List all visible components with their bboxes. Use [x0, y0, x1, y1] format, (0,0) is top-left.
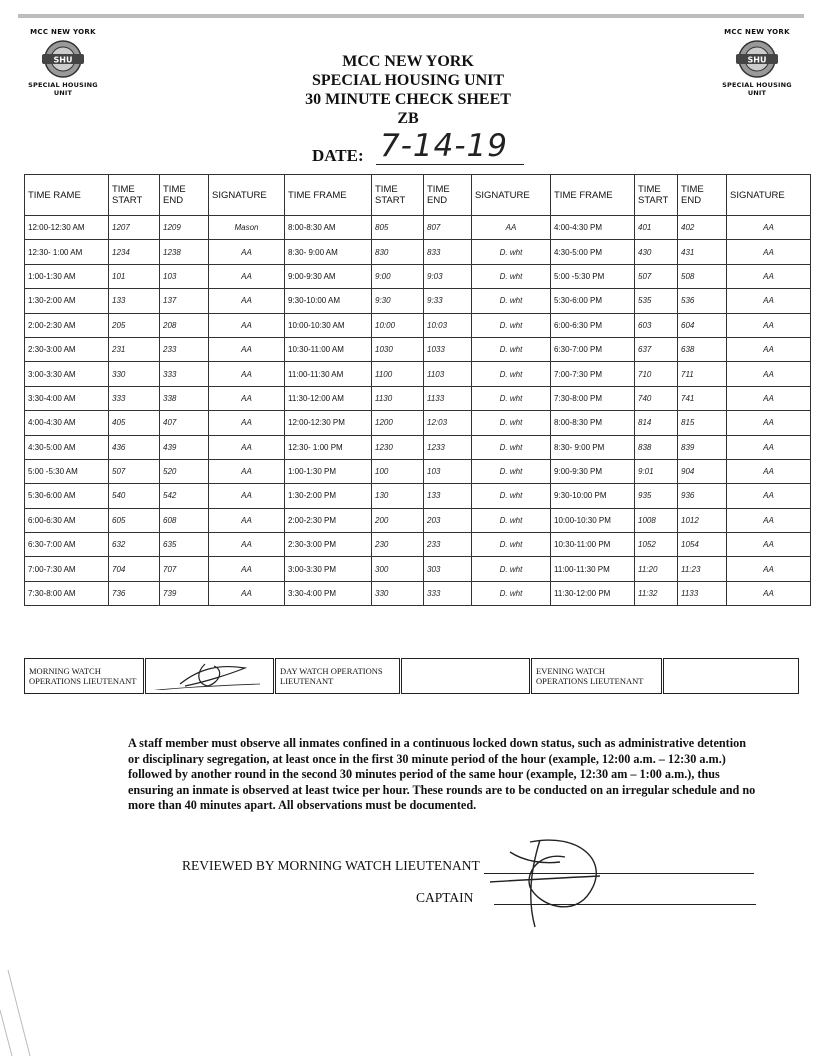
signature-cell: AA [472, 216, 551, 240]
logo-top-text: MCC NEW YORK [724, 28, 790, 36]
time-end-cell: 9:03 [424, 264, 472, 288]
date-field [312, 128, 532, 168]
time-end-cell: 233 [424, 533, 472, 557]
time-start-cell: 130 [372, 484, 424, 508]
time-start-cell: 632 [109, 533, 160, 557]
time-end-cell: 11:23 [678, 557, 727, 581]
time-frame-cell: 3:30-4:00 PM [285, 581, 372, 605]
signature-cell: D. wht [472, 240, 551, 264]
top-rule [18, 14, 804, 18]
time-frame-cell: 10:30-11:00 AM [285, 337, 372, 361]
table-row [25, 386, 811, 410]
page-title [250, 52, 566, 128]
signature-cell: D. wht [472, 411, 551, 435]
time-end-cell: 1054 [678, 533, 727, 557]
time-frame-cell: 1:00-1:30 PM [285, 459, 372, 483]
signature-cell: AA [727, 337, 811, 361]
time-start-cell: 605 [109, 508, 160, 532]
time-start-cell: 1230 [372, 435, 424, 459]
signature-cell: AA [209, 508, 285, 532]
time-frame-cell: 9:00-9:30 PM [551, 459, 635, 483]
header-time-start: TIME START [635, 175, 678, 216]
time-end-cell: 407 [160, 411, 209, 435]
signature-cell: AA [209, 240, 285, 264]
time-frame-cell: 12:00-12:30 PM [285, 411, 372, 435]
table-row [25, 337, 811, 361]
signature-cell: AA [209, 557, 285, 581]
time-end-cell: 1133 [424, 386, 472, 410]
time-start-cell: 101 [109, 264, 160, 288]
time-frame-cell: 2:00-2:30 PM [285, 508, 372, 532]
time-end-cell: 520 [160, 459, 209, 483]
time-end-cell: 904 [678, 459, 727, 483]
time-start-cell: 133 [109, 289, 160, 313]
time-end-cell: 9:33 [424, 289, 472, 313]
time-frame-cell: 6:00-6:30 AM [25, 508, 109, 532]
time-start-cell: 230 [372, 533, 424, 557]
signature-cell: AA [209, 313, 285, 337]
table-row [25, 411, 811, 435]
signature-cell: D. wht [472, 337, 551, 361]
time-frame-cell: 9:30-10:00 AM [285, 289, 372, 313]
table-row [25, 459, 811, 483]
time-frame-cell: 6:30-7:00 PM [551, 337, 635, 361]
time-frame-cell: 4:30-5:00 PM [551, 240, 635, 264]
time-start-cell: 11:20 [635, 557, 678, 581]
signature-cell: AA [727, 240, 811, 264]
time-end-cell: 1133 [678, 581, 727, 605]
instructions-paragraph: A staff member must observe all inmates confined in a continuous locked down status, such as administrative detention or disciplinary segregation, at least once in the first 30 minute period of the hour (example, 12:00 a.m. – 12:30 a.m.) followed by another round in the second 30 minutes period of the same hour (example, 12:30 am – 1:00 a.m.), thus ensuring an inmate is observed at least twice per hour. These rounds are to be conducted on an irregular schedule and no more than 40 minutes apart. All observations must be documented. [128, 736, 756, 813]
time-frame-cell: 8:30- 9:00 PM [551, 435, 635, 459]
lieutenant-signature-icon [470, 832, 620, 932]
time-start-cell: 603 [635, 313, 678, 337]
time-frame-cell: 3:00-3:30 AM [25, 362, 109, 386]
time-end-cell: 936 [678, 484, 727, 508]
time-frame-cell: 4:30-5:00 AM [25, 435, 109, 459]
table-row [25, 362, 811, 386]
time-end-cell: 638 [678, 337, 727, 361]
signature-cell: D. wht [472, 557, 551, 581]
time-start-cell: 1100 [372, 362, 424, 386]
time-end-cell: 431 [678, 240, 727, 264]
time-start-cell: 935 [635, 484, 678, 508]
signature-cell: AA [727, 289, 811, 313]
time-start-cell: 805 [372, 216, 424, 240]
watch-signatures [24, 658, 799, 694]
header-time-end: TIME END [678, 175, 727, 216]
time-start-cell: 637 [635, 337, 678, 361]
time-frame-cell: 1:30-2:00 PM [285, 484, 372, 508]
header-signature: SIGNATURE [209, 175, 285, 216]
header-time-end: TIME END [160, 175, 209, 216]
time-end-cell: 608 [160, 508, 209, 532]
signature-cell: D. wht [472, 313, 551, 337]
signature-cell: AA [727, 216, 811, 240]
margin-mark-icon [0, 970, 60, 1056]
signature-cell: AA [727, 508, 811, 532]
time-start-cell: 507 [109, 459, 160, 483]
evening-watch-label: EVENING WATCH OPERATIONS LIEUTENANT [531, 659, 663, 694]
signature-cell: D. wht [472, 386, 551, 410]
time-frame-cell: 6:30-7:00 AM [25, 533, 109, 557]
header-time-start: TIME START [372, 175, 424, 216]
logo-left [20, 28, 106, 97]
time-end-cell: 338 [160, 386, 209, 410]
time-frame-cell: 2:30-3:00 PM [285, 533, 372, 557]
header-time-frame: TIME RAME [25, 175, 109, 216]
time-start-cell: 814 [635, 411, 678, 435]
time-end-cell: 542 [160, 484, 209, 508]
title-line: ZB [397, 110, 419, 127]
signature-cell: D. wht [472, 435, 551, 459]
time-frame-cell: 7:30-8:00 PM [551, 386, 635, 410]
time-end-cell: 815 [678, 411, 727, 435]
signature-cell: AA [209, 411, 285, 435]
time-frame-cell: 12:00-12:30 AM [25, 216, 109, 240]
time-frame-cell: 9:30-10:00 PM [551, 484, 635, 508]
signature-cell: D. wht [472, 581, 551, 605]
time-frame-cell: 9:00-9:30 AM [285, 264, 372, 288]
reviewed-by-label: REVIEWED BY MORNING WATCH LIEUTENANT [182, 858, 480, 873]
logo-right [714, 28, 800, 97]
time-start-cell: 300 [372, 557, 424, 581]
time-frame-cell: 2:00-2:30 AM [25, 313, 109, 337]
time-end-cell: 10:03 [424, 313, 472, 337]
table-header-row [25, 175, 811, 216]
header-time-frame: TIME FRAME [551, 175, 635, 216]
logo-top-text: MCC NEW YORK [30, 28, 96, 36]
table-row [25, 581, 811, 605]
time-frame-cell: 3:00-3:30 PM [285, 557, 372, 581]
signature-cell: D. wht [472, 533, 551, 557]
time-start-cell: 9:01 [635, 459, 678, 483]
time-start-cell: 740 [635, 386, 678, 410]
time-end-cell: 1033 [424, 337, 472, 361]
signature-cell: AA [209, 362, 285, 386]
time-end-cell: 103 [424, 459, 472, 483]
seal-icon [40, 39, 86, 79]
time-end-cell: 739 [160, 581, 209, 605]
evening-watch-signature[interactable] [663, 659, 799, 694]
time-start-cell: 1200 [372, 411, 424, 435]
time-start-cell: 333 [109, 386, 160, 410]
header-time-end: TIME END [424, 175, 472, 216]
table-row [25, 533, 811, 557]
time-end-cell: 1233 [424, 435, 472, 459]
time-frame-cell: 4:00-4:30 PM [551, 216, 635, 240]
time-start-cell: 736 [109, 581, 160, 605]
time-start-cell: 535 [635, 289, 678, 313]
time-frame-cell: 11:00-11:30 PM [551, 557, 635, 581]
time-frame-cell: 11:00-11:30 AM [285, 362, 372, 386]
time-frame-cell: 7:00-7:30 PM [551, 362, 635, 386]
signature-cell: AA [727, 386, 811, 410]
time-start-cell: 10:00 [372, 313, 424, 337]
time-start-cell: 436 [109, 435, 160, 459]
time-end-cell: 1209 [160, 216, 209, 240]
time-end-cell: 303 [424, 557, 472, 581]
time-frame-cell: 1:30-2:00 AM [25, 289, 109, 313]
time-end-cell: 1103 [424, 362, 472, 386]
time-start-cell: 830 [372, 240, 424, 264]
seal-text: SHU [747, 55, 767, 65]
time-frame-cell: 2:30-3:00 AM [25, 337, 109, 361]
table-row [25, 216, 811, 240]
time-frame-cell: 10:00-10:30 AM [285, 313, 372, 337]
morning-watch-signature[interactable] [145, 659, 275, 694]
time-frame-cell: 10:30-11:00 PM [551, 533, 635, 557]
signature-cell: D. wht [472, 289, 551, 313]
date-value: 7-14-19 [380, 128, 508, 164]
time-start-cell: 9:00 [372, 264, 424, 288]
time-frame-cell: 4:00-4:30 AM [25, 411, 109, 435]
captain-label: CAPTAIN [416, 890, 474, 905]
day-watch-signature[interactable] [401, 659, 531, 694]
signature-cell: AA [209, 337, 285, 361]
signature-cell: AA [727, 362, 811, 386]
signature-cell: AA [727, 435, 811, 459]
signature-cell: AA [727, 557, 811, 581]
time-end-cell: 208 [160, 313, 209, 337]
time-start-cell: 231 [109, 337, 160, 361]
time-end-cell: 103 [160, 264, 209, 288]
time-start-cell: 330 [109, 362, 160, 386]
signature-cell: AA [209, 435, 285, 459]
table-row [25, 557, 811, 581]
time-end-cell: 203 [424, 508, 472, 532]
date-underline [376, 164, 524, 165]
time-end-cell: 833 [424, 240, 472, 264]
time-start-cell: 9:30 [372, 289, 424, 313]
day-watch-label: DAY WATCH OPERATIONS LIEUTENANT [275, 659, 401, 694]
time-start-cell: 100 [372, 459, 424, 483]
date-label: DATE: [312, 146, 364, 165]
time-frame-cell: 6:00-6:30 PM [551, 313, 635, 337]
logo-bottom-text: SPECIAL HOUSING UNIT [722, 81, 792, 97]
time-end-cell: 635 [160, 533, 209, 557]
time-end-cell: 402 [678, 216, 727, 240]
time-frame-cell: 12:30- 1:00 AM [25, 240, 109, 264]
time-end-cell: 604 [678, 313, 727, 337]
time-end-cell: 233 [160, 337, 209, 361]
time-frame-cell: 8:00-8:30 PM [551, 411, 635, 435]
table-row [25, 508, 811, 532]
time-frame-cell: 1:00-1:30 AM [25, 264, 109, 288]
table-row [25, 484, 811, 508]
signature-cell: AA [727, 581, 811, 605]
table-row [25, 313, 811, 337]
signature-cell: AA [727, 533, 811, 557]
signature-cell: D. wht [472, 264, 551, 288]
header-signature: SIGNATURE [727, 175, 811, 216]
time-start-cell: 401 [635, 216, 678, 240]
signature-cell: AA [727, 484, 811, 508]
signature-cell: D. wht [472, 362, 551, 386]
time-start-cell: 405 [109, 411, 160, 435]
seal-text: SHU [53, 55, 73, 65]
time-start-cell: 200 [372, 508, 424, 532]
time-start-cell: 205 [109, 313, 160, 337]
header-signature: SIGNATURE [472, 175, 551, 216]
time-end-cell: 133 [424, 484, 472, 508]
time-start-cell: 507 [635, 264, 678, 288]
time-start-cell: 704 [109, 557, 160, 581]
table-row [25, 289, 811, 313]
time-start-cell: 838 [635, 435, 678, 459]
time-frame-cell: 11:30-12:00 AM [285, 386, 372, 410]
signature-cell: AA [727, 459, 811, 483]
title-line: SPECIAL HOUSING UNIT [311, 72, 505, 89]
time-end-cell: 707 [160, 557, 209, 581]
signature-cell: D. wht [472, 484, 551, 508]
signature-cell: AA [209, 386, 285, 410]
signature-cell: AA [727, 313, 811, 337]
time-frame-cell: 10:00-10:30 PM [551, 508, 635, 532]
time-start-cell: 540 [109, 484, 160, 508]
time-frame-cell: 11:30-12:00 PM [551, 581, 635, 605]
time-end-cell: 1238 [160, 240, 209, 264]
header-time-frame: TIME FRAME [285, 175, 372, 216]
time-end-cell: 536 [678, 289, 727, 313]
time-end-cell: 12:03 [424, 411, 472, 435]
title-line: MCC NEW YORK [342, 53, 474, 70]
morning-watch-label: MORNING WATCH OPERATIONS LIEUTENANT [29, 666, 137, 686]
time-frame-cell: 7:00-7:30 AM [25, 557, 109, 581]
signature-cell: AA [209, 289, 285, 313]
time-end-cell: 1012 [678, 508, 727, 532]
table-row [25, 240, 811, 264]
time-start-cell: 11:32 [635, 581, 678, 605]
time-end-cell: 439 [160, 435, 209, 459]
time-start-cell: 710 [635, 362, 678, 386]
time-end-cell: 807 [424, 216, 472, 240]
time-end-cell: 711 [678, 362, 727, 386]
time-end-cell: 508 [678, 264, 727, 288]
time-frame-cell: 8:00-8:30 AM [285, 216, 372, 240]
time-start-cell: 1130 [372, 386, 424, 410]
signature-cell: AA [209, 459, 285, 483]
signature-scribble-icon [150, 660, 260, 690]
seal-icon [734, 39, 780, 79]
time-start-cell: 330 [372, 581, 424, 605]
time-frame-cell: 5:00 -5:30 AM [25, 459, 109, 483]
check-table [24, 174, 811, 606]
signature-cell: D. wht [472, 508, 551, 532]
time-frame-cell: 5:30-6:00 PM [551, 289, 635, 313]
signature-cell: AA [209, 484, 285, 508]
time-start-cell: 1234 [109, 240, 160, 264]
signature-cell: Mason [209, 216, 285, 240]
time-frame-cell: 7:30-8:00 AM [25, 581, 109, 605]
time-start-cell: 1030 [372, 337, 424, 361]
signature-cell: AA [727, 411, 811, 435]
signature-cell: AA [209, 264, 285, 288]
time-frame-cell: 5:00 -5:30 PM [551, 264, 635, 288]
time-start-cell: 1052 [635, 533, 678, 557]
signature-cell: AA [209, 581, 285, 605]
time-end-cell: 333 [160, 362, 209, 386]
time-start-cell: 1207 [109, 216, 160, 240]
logo-bottom-text: SPECIAL HOUSING UNIT [28, 81, 98, 97]
time-start-cell: 1008 [635, 508, 678, 532]
time-end-cell: 741 [678, 386, 727, 410]
header-time-start: TIME START [109, 175, 160, 216]
signature-cell: AA [727, 264, 811, 288]
time-start-cell: 430 [635, 240, 678, 264]
time-frame-cell: 5:30-6:00 AM [25, 484, 109, 508]
table-row [25, 435, 811, 459]
time-frame-cell: 3:30-4:00 AM [25, 386, 109, 410]
time-end-cell: 137 [160, 289, 209, 313]
time-frame-cell: 12:30- 1:00 PM [285, 435, 372, 459]
time-end-cell: 333 [424, 581, 472, 605]
time-end-cell: 839 [678, 435, 727, 459]
table-row [25, 264, 811, 288]
time-frame-cell: 8:30- 9:00 AM [285, 240, 372, 264]
signature-cell: AA [209, 533, 285, 557]
title-line: 30 MINUTE CHECK SHEET [305, 91, 511, 108]
signature-cell: D. wht [472, 459, 551, 483]
